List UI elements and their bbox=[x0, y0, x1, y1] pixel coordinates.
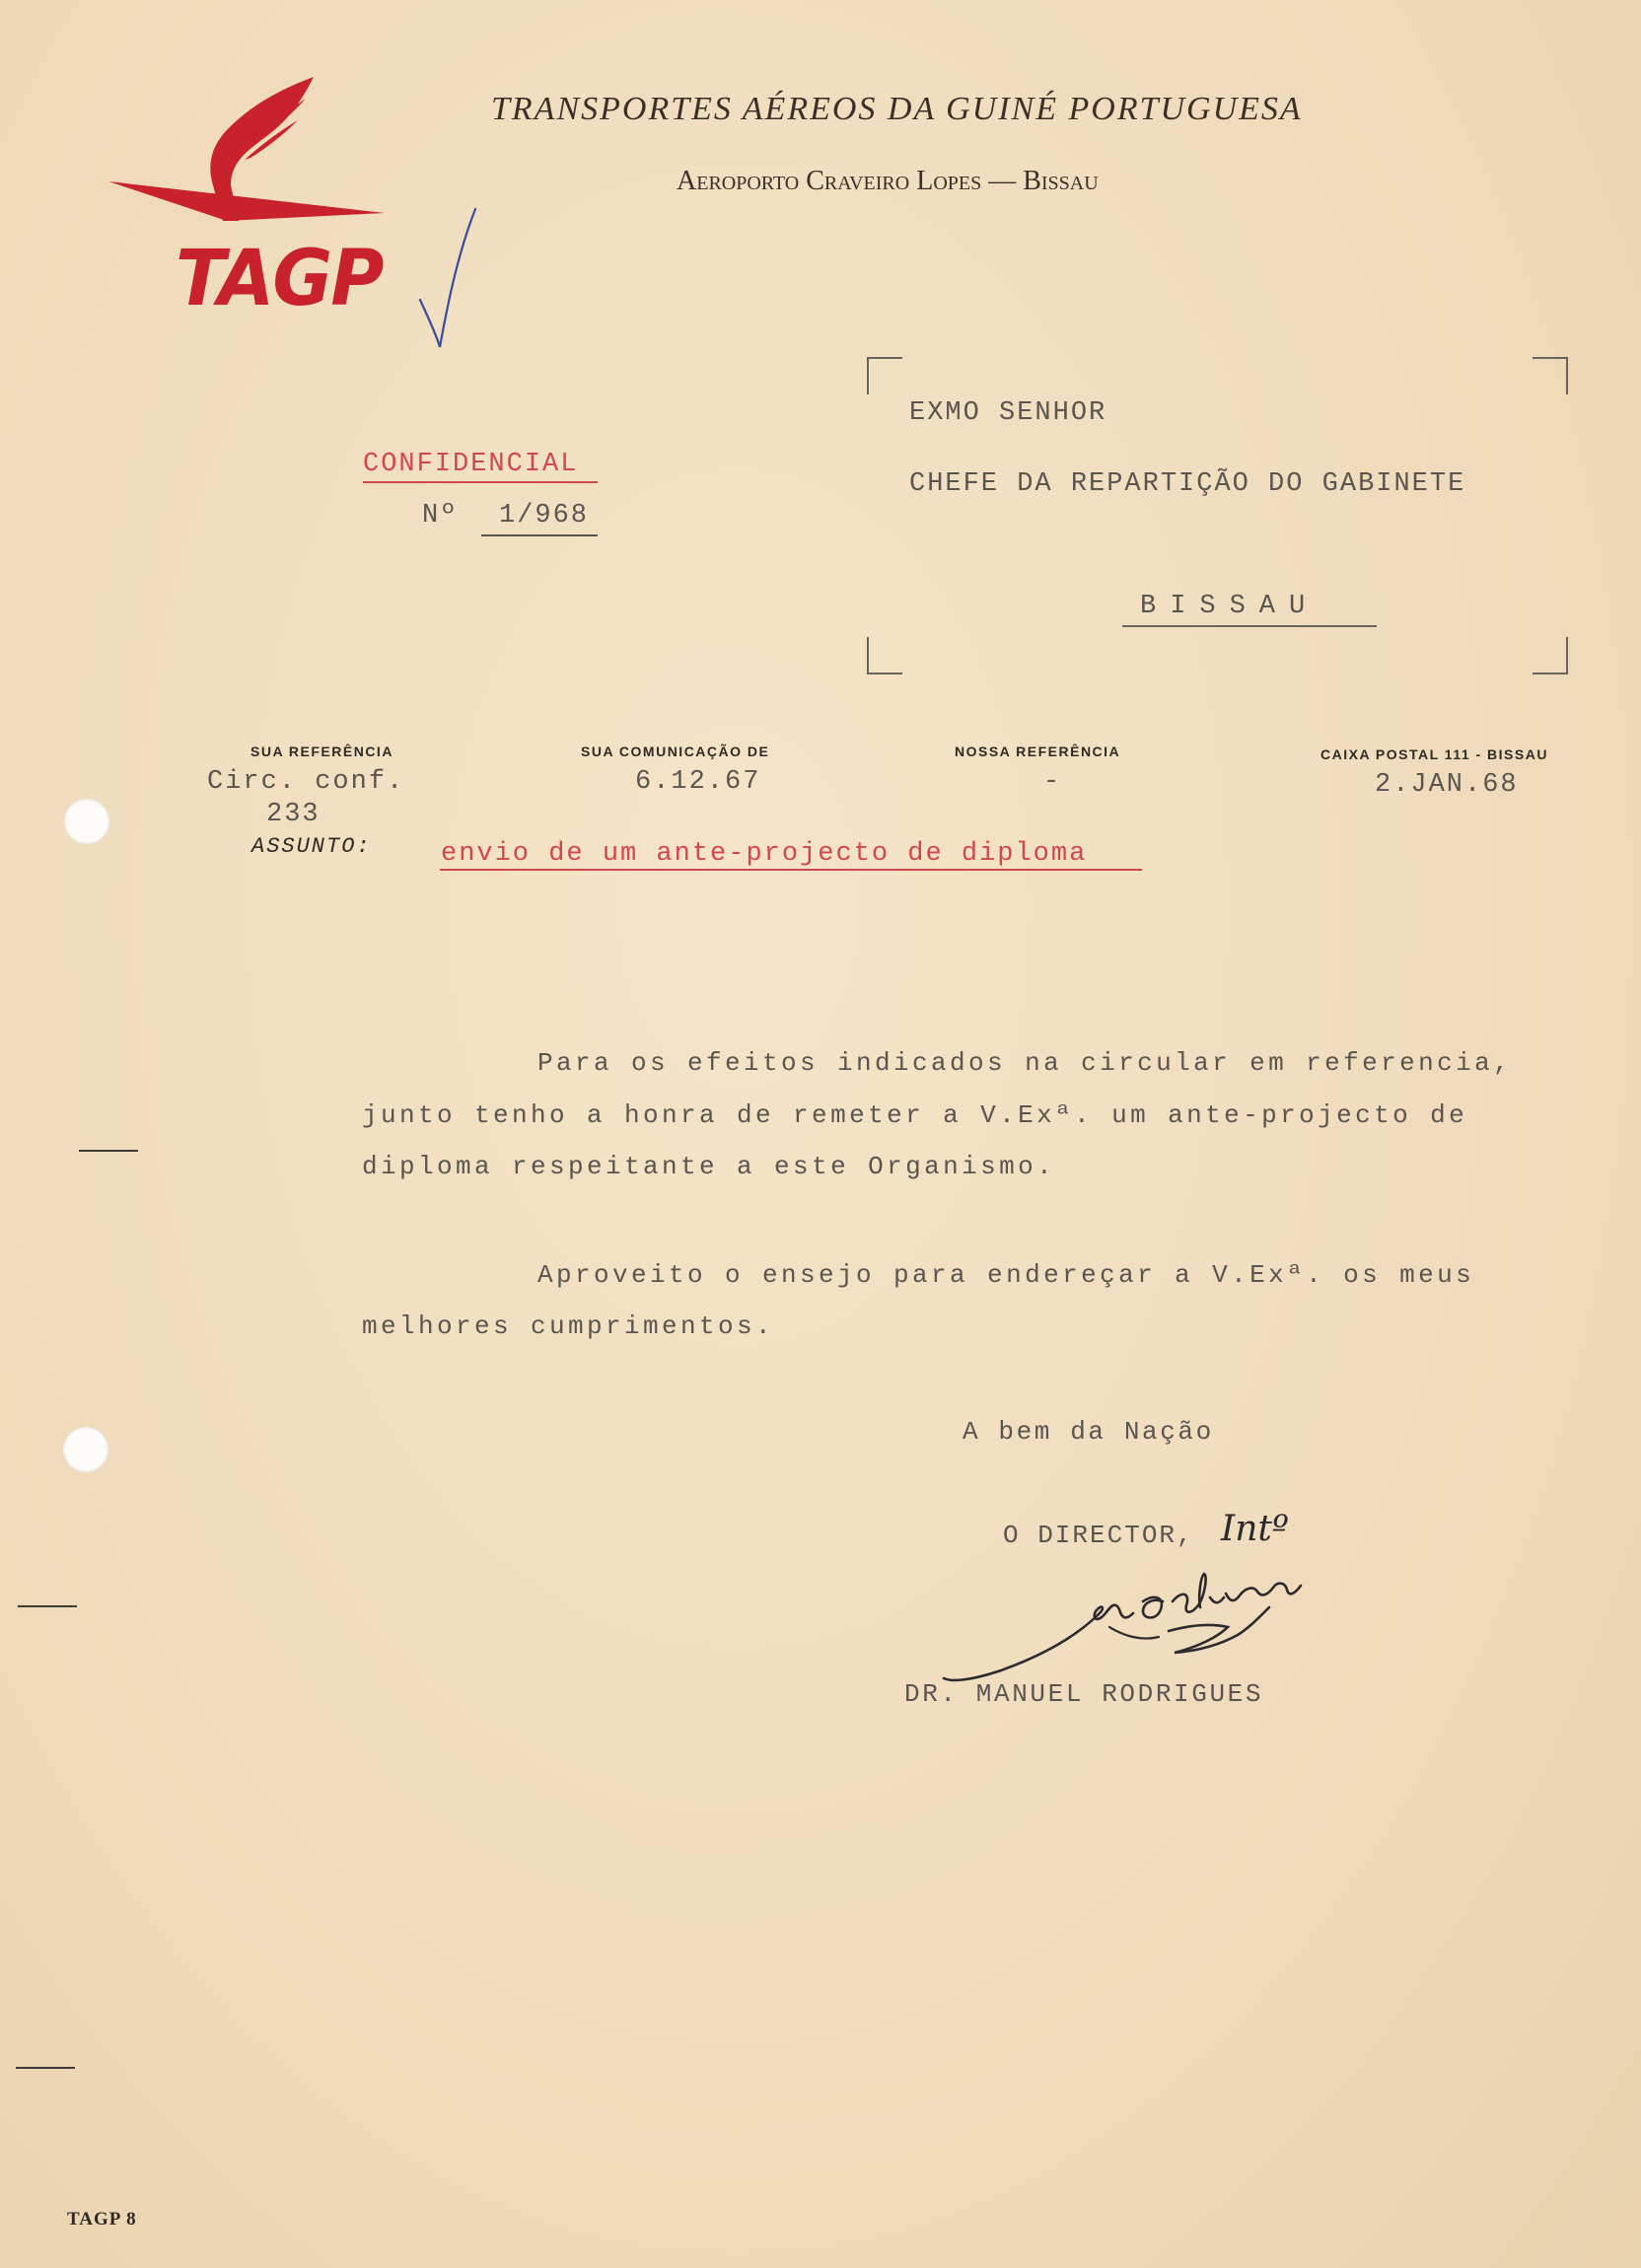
company-address: Aeroporto Craveiro Lopes — Bissau bbox=[677, 166, 1099, 196]
confidential-label: CONFIDENCIAL bbox=[363, 450, 579, 479]
your-communication-label: SUA COMUNICAÇÃO DE bbox=[581, 744, 770, 759]
handwritten-signature bbox=[932, 1568, 1346, 1696]
fold-mark bbox=[18, 1605, 77, 1607]
your-reference-label: SUA REFERÊNCIA bbox=[250, 744, 393, 759]
address-window-corner bbox=[867, 357, 902, 394]
subject-value: envio de um ante-projecto de diploma bbox=[441, 839, 1088, 869]
body-paragraph-1-line: Para os efeitos indicados na circular em referencia, bbox=[537, 1048, 1513, 1078]
handwritten-interim-note: Intº bbox=[1221, 1509, 1289, 1549]
address-window-corner bbox=[867, 637, 902, 674]
letter-date: 2.JAN.68 bbox=[1375, 770, 1519, 800]
logo-text: TAGP bbox=[176, 235, 383, 323]
check-mark-icon bbox=[412, 205, 481, 353]
your-reference-number: 233 bbox=[266, 800, 321, 829]
punch-hole bbox=[64, 799, 109, 844]
body-paragraph-2-line: melhores cumprimentos. bbox=[362, 1311, 775, 1341]
body-paragraph-2-line: Aproveito o ensejo para endereçar a V.Exª. os meus bbox=[537, 1260, 1475, 1290]
recipient-line-1: EXMO SENHOR bbox=[909, 398, 1107, 428]
number-label: Nº bbox=[422, 501, 459, 531]
confidential-underline bbox=[363, 481, 598, 483]
recipient-city-underline bbox=[1122, 625, 1377, 627]
address-window-corner bbox=[1533, 357, 1568, 394]
our-reference-value: - bbox=[1043, 767, 1062, 797]
subject-underline bbox=[440, 869, 1142, 871]
recipient-line-2: CHEFE DA REPARTIÇÃO DO GABINETE bbox=[909, 469, 1466, 499]
company-name: TRANSPORTES AÉREOS DA GUINÉ PORTUGUESA bbox=[491, 91, 1303, 127]
address-window-corner bbox=[1533, 637, 1568, 674]
fold-mark bbox=[16, 2067, 75, 2069]
number-underline bbox=[481, 534, 598, 536]
closing-salutation: A bem da Nação bbox=[963, 1417, 1214, 1447]
signatory-name: DR. MANUEL RODRIGUES bbox=[904, 1679, 1264, 1709]
fold-mark bbox=[79, 1150, 138, 1152]
our-reference-label: NOSSA REFERÊNCIA bbox=[955, 744, 1121, 759]
subject-label: ASSUNTO: bbox=[251, 834, 372, 859]
po-box-label: CAIXA POSTAL 111 - BISSAU bbox=[1320, 746, 1548, 762]
signatory-title: O DIRECTOR, bbox=[1003, 1521, 1194, 1550]
punch-hole bbox=[63, 1427, 108, 1472]
number-value: 1/968 bbox=[499, 501, 590, 531]
body-paragraph-1-line: diploma respeitante a este Organismo. bbox=[362, 1152, 1056, 1181]
your-communication-date: 6.12.67 bbox=[635, 767, 761, 797]
your-reference-value: Circ. conf. bbox=[207, 767, 405, 797]
body-paragraph-1-line: junto tenho a honra de remeter a V.Exª. um ante-projecto de bbox=[362, 1100, 1468, 1130]
form-code: TAGP 8 bbox=[67, 2209, 137, 2230]
recipient-city: BISSAU bbox=[1140, 592, 1320, 621]
